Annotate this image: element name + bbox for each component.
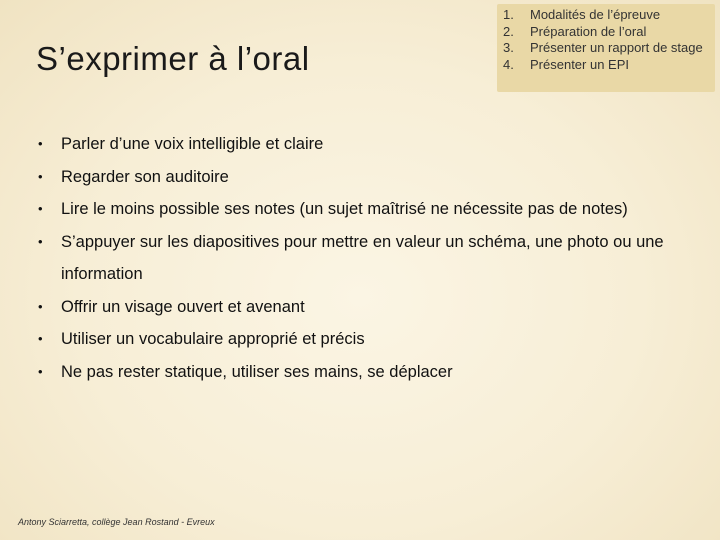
bullet-text: Parler d’une voix intelligible et claire: [61, 135, 324, 153]
footer-credit: Antony Sciarretta, collège Jean Rostand - Evreux: [18, 517, 215, 527]
outline-number: 1.: [503, 7, 514, 22]
bullet-item: [38, 356, 688, 389]
outline-label: Présenter un rapport de stage: [530, 40, 703, 55]
bullet-icon: •: [38, 233, 43, 249]
bullet-icon: •: [38, 331, 43, 346]
bullet-text: Ne pas rester statique, utiliser ses mains, se déplacer: [61, 362, 453, 381]
outline-box: [497, 4, 715, 92]
bullet-icon: •: [38, 298, 43, 314]
bullet-text: Offrir un visage ouvert et avenant: [61, 297, 305, 316]
bullet-icon: •: [38, 201, 43, 216]
bullet-item: [38, 291, 688, 324]
bullet-text: Regarder son auditoire: [61, 167, 229, 186]
bullet-icon: •: [38, 168, 43, 184]
slide-title: S’exprimer à l’oral: [36, 40, 310, 77]
outline-item: [497, 24, 715, 41]
outline-label: Modalités de l’épreuve: [530, 7, 661, 22]
outline-number: 4.: [503, 56, 514, 72]
outline-item: [497, 40, 715, 57]
bullet-item: [38, 193, 688, 226]
outline-label: Préparation de l’oral: [530, 23, 647, 39]
outline-label: Présenter un EPI: [530, 56, 629, 72]
bullet-item: [38, 128, 688, 161]
bullet-text: S’appuyer sur les diapositives pour mettre en valeur un schéma, une photo ou une information: [61, 232, 664, 283]
bullet-item: [38, 226, 688, 291]
outline-number: 3.: [503, 40, 514, 55]
outline-item: [497, 57, 715, 74]
bullet-text: Lire le moins possible ses notes (un sujet maîtrisé ne nécessite pas de notes): [61, 200, 628, 218]
bullet-list: [38, 128, 688, 388]
bullet-text: Utiliser un vocabulaire approprié et précis: [61, 330, 365, 348]
bullet-item: [38, 161, 688, 194]
bullet-icon: •: [38, 363, 43, 379]
bullet-icon: •: [38, 136, 43, 151]
outline-item: [497, 7, 715, 24]
bullet-item: [38, 323, 688, 356]
outline-number: 2.: [503, 23, 514, 39]
